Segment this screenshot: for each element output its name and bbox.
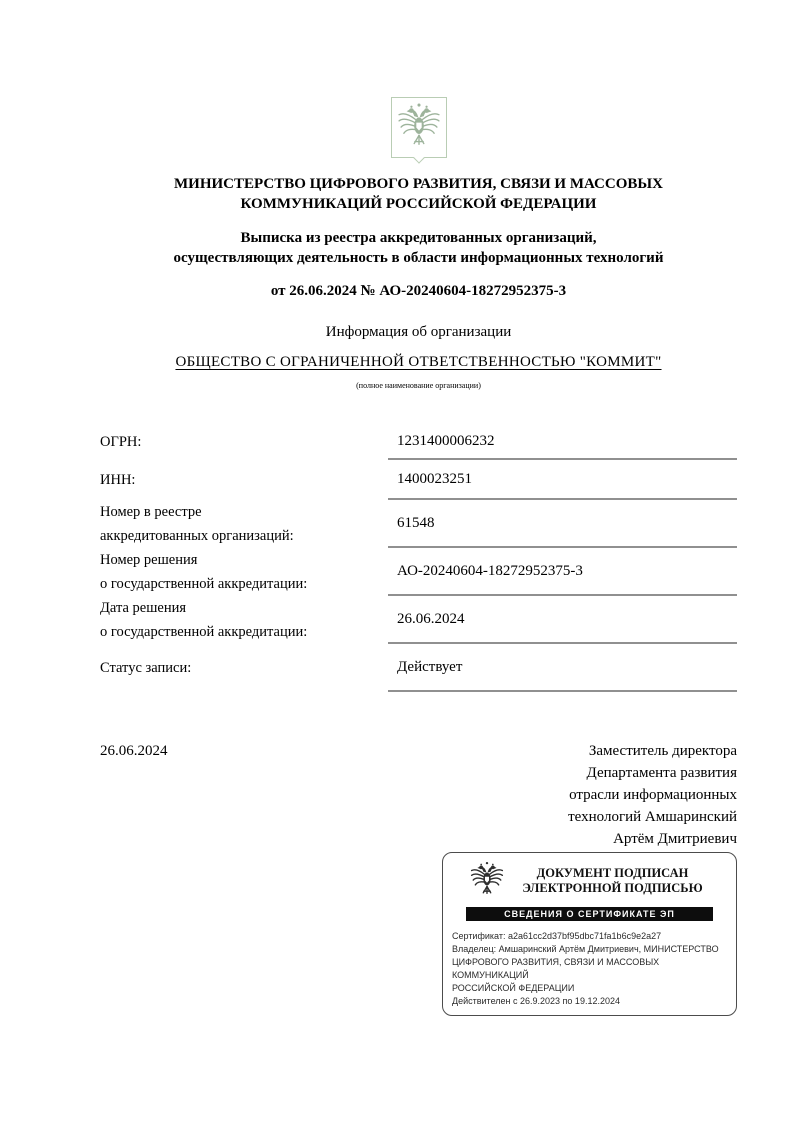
stamp-title-line-1: ДОКУМЕНТ ПОДПИСАН (536, 866, 689, 880)
field-row-status (100, 644, 737, 692)
field-value: АО-20240604-18272952375-3 (388, 548, 737, 596)
stamp-owner-line: ЦИФРОВОГО РАЗВИТИЯ, СВЯЗИ И МАССОВЫХ КОММУНИКАЦИЙ (452, 957, 660, 980)
field-row-decision-date (100, 596, 737, 644)
field-row-inn (100, 460, 737, 500)
stamp-certificate-bar: СВЕДЕНИЯ О СЕРТИФИКАТЕ ЭП (466, 907, 713, 921)
signatory-line: отрасли информационных (569, 787, 737, 803)
subtitle-line-1: Выписка из реестра аккредитованных организаций, (240, 230, 597, 246)
field-value: 61548 (388, 500, 737, 548)
ministry-title-line-1: МИНИСТЕРСТВО ЦИФРОВОГО РАЗВИТИЯ, СВЯЗИ И МАССОВЫХ (174, 176, 663, 192)
ministry-title (100, 174, 737, 214)
field-row-decision-number (100, 548, 737, 596)
stamp-details (452, 930, 727, 1008)
document-subtitle (100, 228, 737, 268)
stamp-header (452, 861, 727, 901)
electronic-signature-stamp (442, 852, 737, 1016)
fields-table (100, 424, 737, 692)
stamp-title-line-2: ЭЛЕКТРОННОЙ ПОДПИСЬЮ (522, 881, 703, 895)
stamp-owner-line: Владелец: Амшаринский Артём Дмитриевич, МИНИСТЕРСТВО (452, 944, 719, 954)
organization-name: ОБЩЕСТВО С ОГРАНИЧЕННОЙ ОТВЕТСТВЕННОСТЬЮ "КОММИТ" (175, 354, 662, 370)
document-number: от 26.06.2024 № АО-20240604-18272952375-3 (270, 283, 567, 299)
field-label: Номер в реестре аккредитованных организаций: (100, 504, 294, 544)
footer-date: 26.06.2024 (100, 743, 168, 759)
field-value: 26.06.2024 (388, 596, 737, 644)
coat-of-arms-box (391, 97, 447, 158)
signatory-block (568, 740, 737, 850)
field-label: ИНН: (100, 472, 136, 488)
field-row-registry-number (100, 500, 737, 548)
document-content (100, 97, 737, 1016)
stamp-certificate-line: Сертификат: a2a61cc2d37bf95dbc71fa1b6c9e2a27 (452, 931, 662, 941)
field-label: Дата решения о государственной аккредитации: (100, 600, 308, 640)
section-title: Информация об организации (325, 324, 512, 340)
stamp-validity-line: Действителен с 26.9.2023 по 19.12.2024 (452, 996, 620, 1006)
field-label: Номер решения о государственной аккредитации: (100, 552, 308, 592)
coat-of-arms-icon (397, 102, 441, 153)
signatory-line: Артём Дмитриевич (613, 831, 737, 847)
field-label: ОГРН: (100, 434, 142, 450)
signatory-line: Заместитель директора (588, 743, 737, 759)
signatory-line: Департамента развития (586, 765, 737, 781)
ministry-title-line-2: КОММУНИКАЦИЙ РОССИЙСКОЙ ФЕДЕРАЦИИ (240, 196, 597, 212)
field-value: 1231400006232 (388, 424, 737, 460)
stamp-eagle-icon (470, 861, 504, 901)
signatory-line: технологий Амшаринский (568, 809, 737, 825)
stamp-owner-line: РОССИЙСКОЙ ФЕДЕРАЦИИ (452, 983, 575, 993)
stamp-title (504, 866, 727, 896)
field-label: Статус записи: (100, 660, 192, 676)
field-value: Действует (388, 644, 737, 692)
organization-name-caption: (полное наименование организации) (356, 381, 481, 390)
field-row-ogrn (100, 424, 737, 460)
footer (100, 740, 737, 850)
subtitle-line-2: осуществляющих деятельность в области информационных технологий (173, 250, 664, 266)
field-value: 1400023251 (388, 460, 737, 500)
